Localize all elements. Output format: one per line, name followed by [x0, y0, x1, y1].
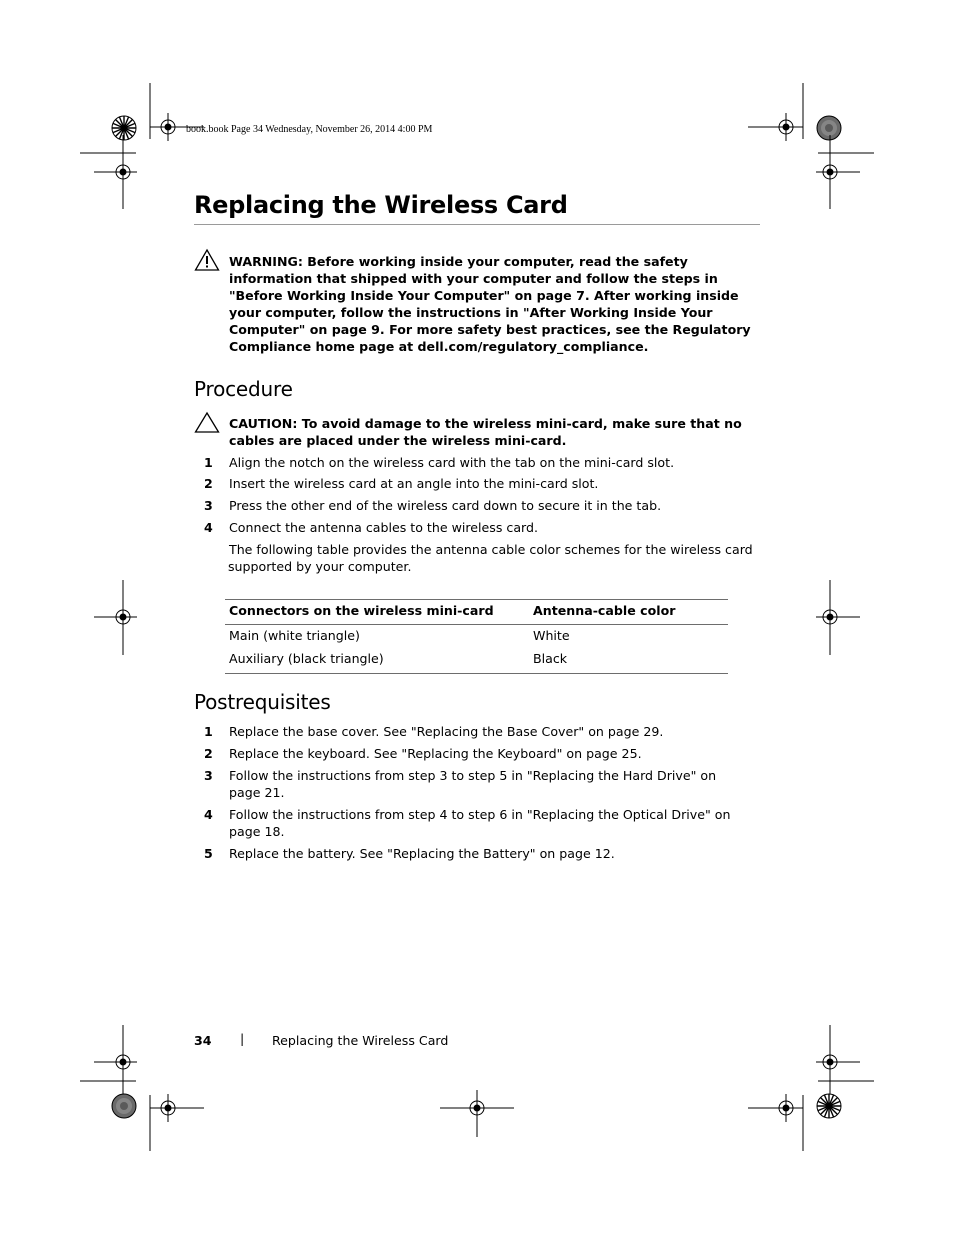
step-text: Press the other end of the wireless card down to secure it in the tab.: [229, 498, 662, 513]
step-number: 2: [204, 746, 213, 761]
warning-text: WARNING: Before working inside your computer, read the safety information that shipped with your computer and follow the steps in "Before Working Inside Your Computer" on page 7. After working inside your computer, follow the instructions in "After Working Inside Your Computer" on page 9. For more safety best practices, see the Regulatory Compliance home page at dell.com/regulatory_compliance.: [229, 254, 751, 354]
table-cell: Black: [533, 651, 568, 666]
table-bottom-rule: [225, 673, 728, 674]
table-intro-line1: The following table provides the antenna cable color schemes for the wireless card: [229, 542, 753, 557]
step-number: 1: [204, 455, 213, 470]
title-divider: [194, 224, 760, 225]
page-number: 34: [194, 1033, 212, 1048]
step-number: 5: [204, 846, 213, 861]
print-header: book.book Page 34 Wednesday, November 26, 2014 4:00 PM: [186, 124, 433, 135]
step-text: Align the notch on the wireless card with the tab on the mini-card slot.: [229, 455, 675, 470]
page-title: Replacing the Wireless Card: [194, 191, 568, 219]
step-number: 2: [204, 476, 213, 491]
table-intro-line2: supported by your computer.: [228, 559, 412, 574]
postrequisites-heading: Postrequisites: [194, 690, 331, 714]
step-text: Replace the battery. See "Replacing the Battery" on page 12.: [229, 846, 615, 861]
table-header-rule: [225, 624, 728, 625]
caution-text: CAUTION: To avoid damage to the wireless mini-card, make sure that no cables are placed under the wireless mini-card.: [229, 416, 742, 448]
step-text: Connect the antenna cables to the wireless card.: [229, 520, 538, 535]
table-header-color: Antenna-cable color: [533, 603, 676, 618]
procedure-heading: Procedure: [194, 377, 293, 401]
step-number: 4: [204, 520, 213, 535]
table-cell: Auxiliary (black triangle): [229, 651, 384, 666]
step-text: Replace the keyboard. See "Replacing the Keyboard" on page 25.: [229, 746, 642, 761]
caution-triangle-icon: [194, 411, 220, 434]
footer-section-title: Replacing the Wireless Card: [272, 1033, 449, 1048]
table-header-connectors: Connectors on the wireless mini-card: [229, 603, 494, 618]
step-text: Insert the wireless card at an angle into the mini-card slot.: [229, 476, 599, 491]
step-text: Follow the instructions from step 3 to step 5 in "Replacing the Hard Drive" on page 21.: [229, 768, 717, 800]
step-text: Follow the instructions from step 4 to step 6 in "Replacing the Optical Drive" on page 18.: [229, 807, 731, 839]
table-cell: White: [533, 628, 570, 643]
table-cell: Main (white triangle): [229, 628, 360, 643]
warning-triangle-icon: [194, 248, 220, 272]
step-number: 3: [204, 498, 213, 513]
table-top-rule: [225, 599, 728, 600]
step-number: 1: [204, 724, 213, 739]
footer-separator: |: [240, 1031, 245, 1046]
step-number: 4: [204, 807, 213, 822]
step-text: Replace the base cover. See "Replacing the Base Cover" on page 29.: [229, 724, 664, 739]
step-number: 3: [204, 768, 213, 783]
